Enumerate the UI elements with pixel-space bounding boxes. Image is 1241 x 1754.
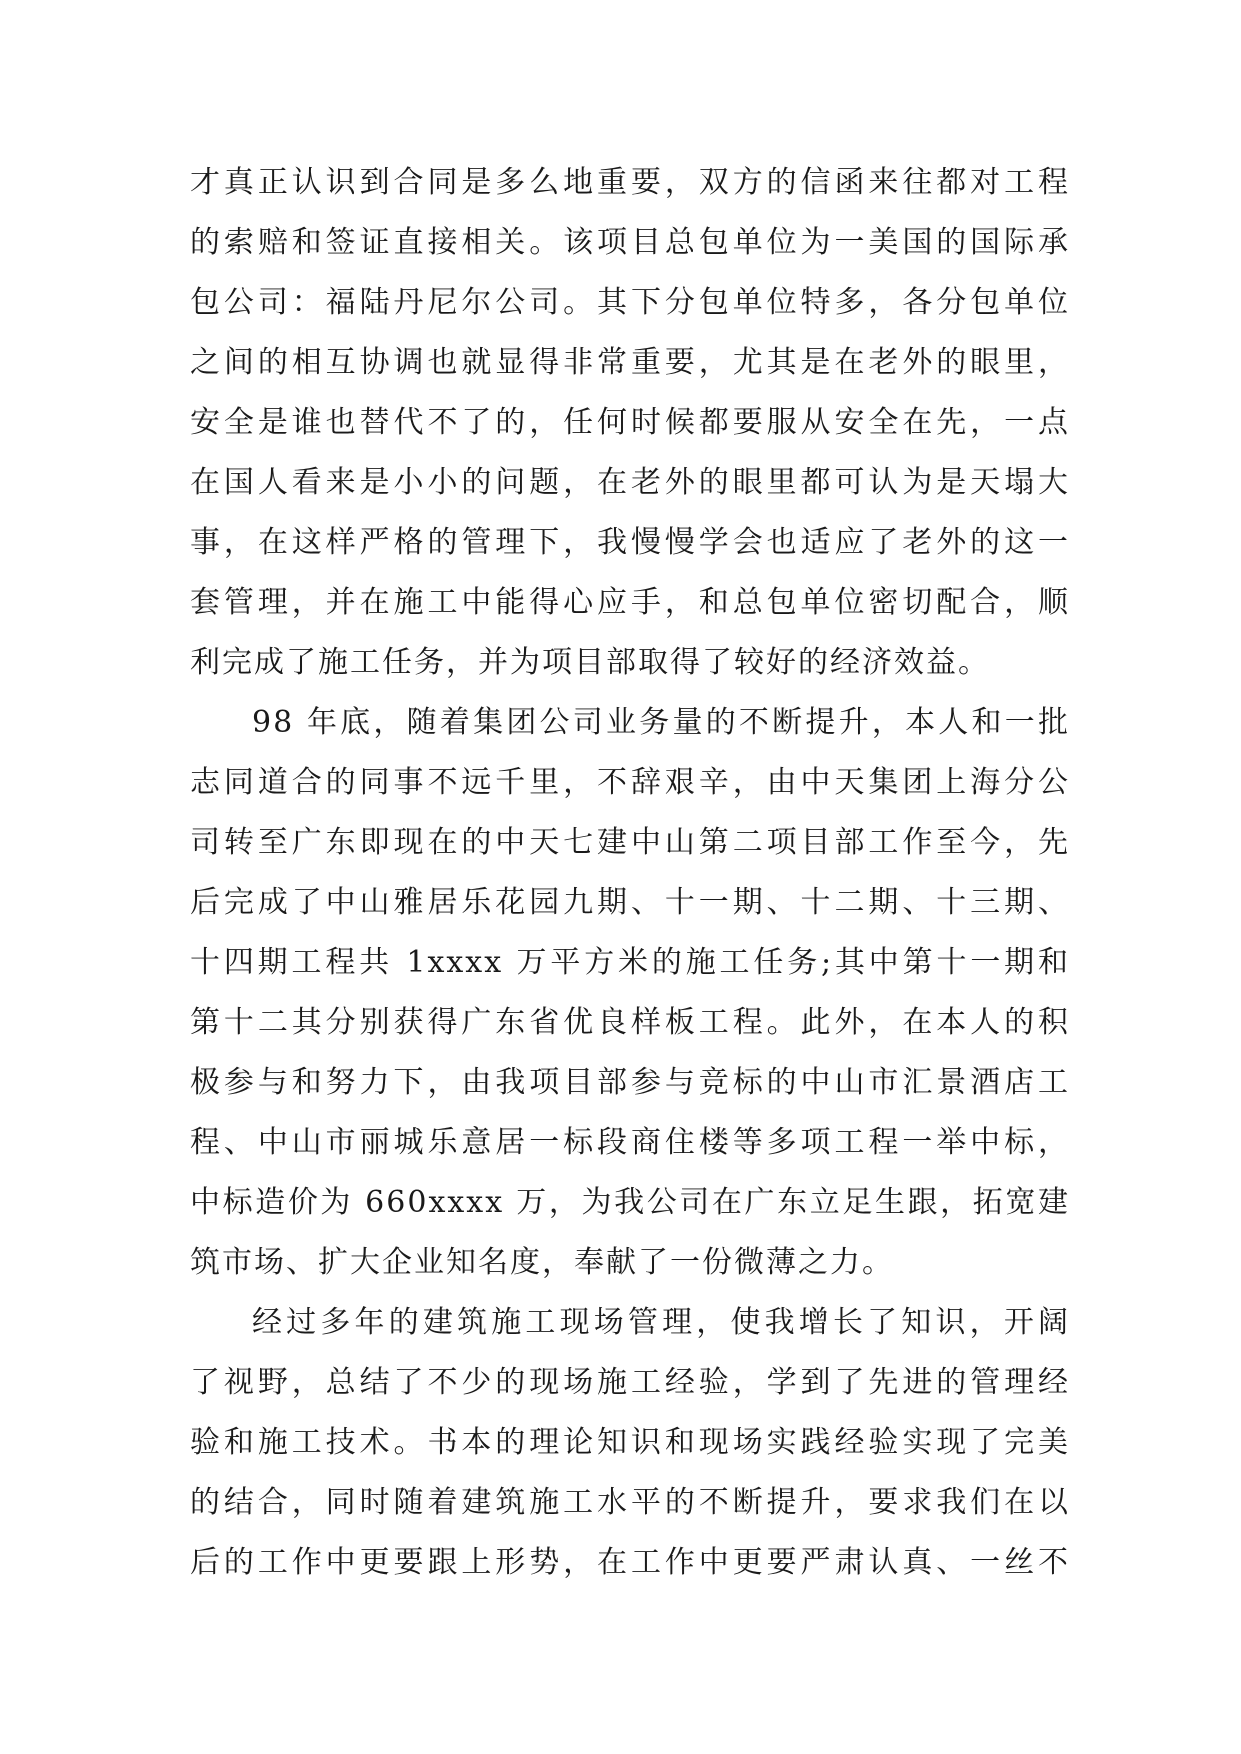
text-line: 验和施工技术。书本的理论知识和现场实践经验实现了完美 xyxy=(190,1425,1070,1460)
text-line: 之间的相互协调也就显得非常重要，尤其是在老外的眼里， xyxy=(190,345,1070,380)
text-line: 的索赔和签证直接相关。该项目总包单位为一美国的国际承 xyxy=(190,225,1070,260)
text-line: 志同道合的同事不远千里，不辞艰辛，由中天集团上海分公 xyxy=(190,765,1070,800)
text-line: 后完成了中山雅居乐花园九期、十一期、十二期、十三期、 xyxy=(190,885,1070,920)
text-line: 的结合，同时随着建筑施工水平的不断提升，要求我们在以 xyxy=(190,1485,1070,1520)
paragraph-first-line: 98 年底，随着集团公司业务量的不断提升，本人和一批 xyxy=(252,705,1070,740)
text-line: 事，在这样严格的管理下，我慢慢学会也适应了老外的这一 xyxy=(190,525,1070,560)
paragraph-first-line: 经过多年的建筑施工现场管理，使我增长了知识，开阔 xyxy=(252,1305,1070,1340)
text-line: 在国人看来是小小的问题，在老外的眼里都可认为是天塌大 xyxy=(190,465,1070,500)
text-line: 程、中山市丽城乐意居一标段商住楼等多项工程一举中标， xyxy=(190,1125,1070,1160)
text-line: 十四期工程共 1xxxx 万平方米的施工任务;其中第十一期和 xyxy=(190,945,1070,980)
text-line: 套管理，并在施工中能得心应手，和总包单位密切配合，顺 xyxy=(190,585,1070,620)
body-text xyxy=(190,153,1070,1593)
text-line: 安全是谁也替代不了的，任何时候都要服从安全在先，一点 xyxy=(190,405,1070,440)
text-line: 后的工作中更要跟上形势，在工作中更要严肃认真、一丝不 xyxy=(190,1545,1070,1580)
text-line: 中标造价为 660xxxx 万，为我公司在广东立足生跟，拓宽建 xyxy=(190,1185,1070,1220)
text-line: 司转至广东即现在的中天七建中山第二项目部工作至今，先 xyxy=(190,825,1070,860)
text-line: 筑市场、扩大企业知名度，奉献了一份微薄之力。 xyxy=(190,1245,894,1280)
text-line: 极参与和努力下，由我项目部参与竞标的中山市汇景酒店工 xyxy=(190,1065,1070,1100)
text-line: 才真正认识到合同是多么地重要，双方的信函来往都对工程 xyxy=(190,165,1070,200)
text-line: 包公司：福陆丹尼尔公司。其下分包单位特多，各分包单位 xyxy=(190,285,1070,320)
text-line: 利完成了施工任务，并为项目部取得了较好的经济效益。 xyxy=(190,645,990,680)
text-line: 第十二其分别获得广东省优良样板工程。此外，在本人的积 xyxy=(190,1005,1070,1040)
text-line: 了视野，总结了不少的现场施工经验，学到了先进的管理经 xyxy=(190,1365,1070,1400)
